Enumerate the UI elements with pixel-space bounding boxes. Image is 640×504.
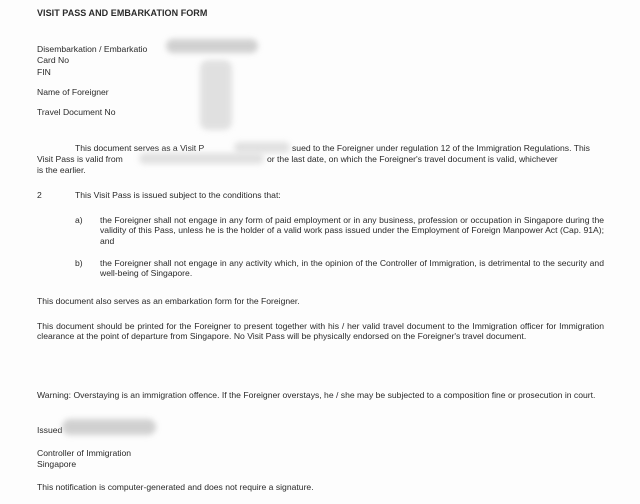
travel-document-label: Travel Document No	[37, 107, 116, 117]
signatory-title: Controller of Immigration	[37, 448, 132, 458]
condition-b-label: b)	[75, 258, 83, 268]
print-note: This document should be printed for the Foreigner to present together with his / her valid travel document to the Immigration officer for Immigration clearance at the point of departure from Singapore. No Visit Pass will be physically endorsed on the Foreigner's travel document.	[37, 321, 604, 342]
section-number: 2	[37, 190, 42, 200]
para1-line2-start: Visit Pass is valid from	[37, 154, 123, 164]
redacted-para1-a	[234, 142, 290, 153]
redacted-disembarkation	[166, 39, 258, 53]
redacted-issue-date	[62, 419, 156, 435]
footer-note: This notification is computer-generated and does not require a signature.	[37, 482, 314, 492]
redacted-details-vertical	[200, 60, 232, 130]
disembarkation-label: Disembarkation / Embarkatio	[37, 44, 148, 54]
para1-line1-end: sued to the Foreigner under regulation 12 of the Immigration Regulations. This	[292, 143, 590, 153]
condition-b-text: the Foreigner shall not engage in any activity which, in the opinion of the Controller of Immigration, is detrimental to the security and well-being of Singapore.	[100, 258, 604, 279]
name-label: Name of Foreigner	[37, 87, 109, 97]
signatory-country: Singapore	[37, 459, 77, 469]
card-no-label: Card No	[37, 55, 69, 65]
para1-line1-start: This document serves as a Visit P	[75, 143, 205, 153]
condition-a-label: a)	[75, 215, 83, 225]
section-intro: This Visit Pass is issued subject to the conditions that:	[75, 190, 281, 200]
condition-a-text: the Foreigner shall not engage in any form of paid employment or in any business, profession or occupation in Singapore during the validity of this Pass, unless he is the holder of a valid work pass issued under the Employment of Foreign Manpower Act (Cap. 91A); and	[100, 215, 604, 246]
redacted-validity-dates	[139, 153, 264, 164]
embarkation-note: This document also serves as an embarkation form for the Foreigner.	[37, 296, 300, 306]
issued-label: Issued	[37, 425, 63, 435]
overstay-warning: Warning: Overstaying is an immigration offence. If the Foreigner overstays, he / she may be subjected to a composition fine or prosecution in court.	[37, 390, 596, 400]
para1-line2-end: or the last date, on which the Foreigner's travel document is valid, whichever	[267, 154, 558, 164]
document-title: VISIT PASS AND EMBARKATION FORM	[37, 8, 208, 18]
para1-line3: is the earlier.	[37, 165, 86, 175]
fin-label: FIN	[37, 67, 51, 77]
